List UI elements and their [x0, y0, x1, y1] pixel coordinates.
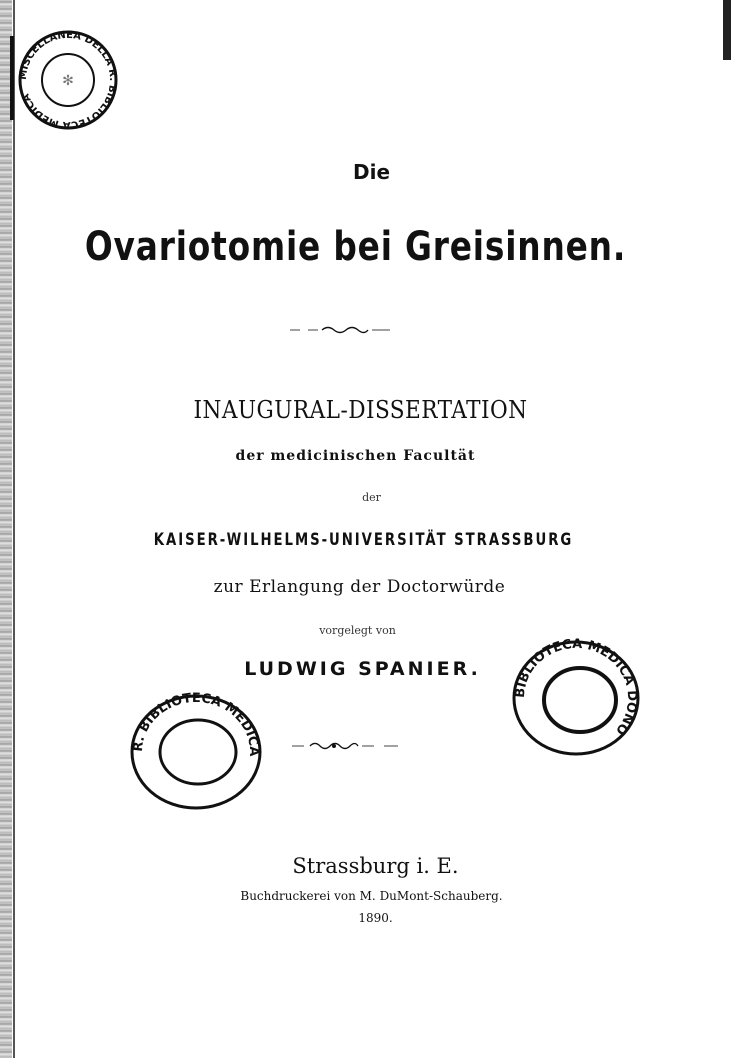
stamp-left-text: R. BIBLIOTECA MEDICA — [130, 690, 262, 757]
stamp-right-text: BIBLIOTECA MEDICA DONO — [512, 638, 640, 738]
svg-text:BIBLIOTECA MEDICA DONO — [513, 638, 639, 738]
ornament-divider-top — [0, 322, 731, 338]
presented-by-line: vorgelegt von — [319, 624, 396, 637]
library-stamp-top-left — [8, 30, 128, 130]
ornament-divider-bottom — [0, 738, 731, 754]
author-name: LUDWIG SPANIER. — [244, 658, 481, 680]
page-title: Ovariotomie bei Greisinnen. — [84, 224, 627, 270]
scan-corner-mark — [723, 0, 731, 60]
publication-city: Strassburg i. E. — [292, 854, 459, 878]
publication-year: 1890. — [358, 911, 393, 925]
faculty-line: der medicinischen Facultät — [235, 448, 476, 464]
stamp-top-left-text: MISCELLANEA DELLA R. BIBLIOTECA MEDICA — [17, 30, 119, 130]
svg-text:✻: ✻ — [62, 73, 74, 89]
university-name: KAISER-WILHELMS-UNIVERSITÄT STRASSBURG — [153, 530, 574, 550]
der-line: der — [362, 491, 381, 504]
purpose-line: zur Erlangung der Doctorwürde — [213, 577, 506, 597]
title-prefix: Die — [352, 160, 391, 184]
dissertation-heading: INAUGURAL-DISSERTATION — [193, 396, 528, 424]
printer-line: Buchdruckerei von M. DuMont-Schauberg. — [240, 889, 503, 903]
